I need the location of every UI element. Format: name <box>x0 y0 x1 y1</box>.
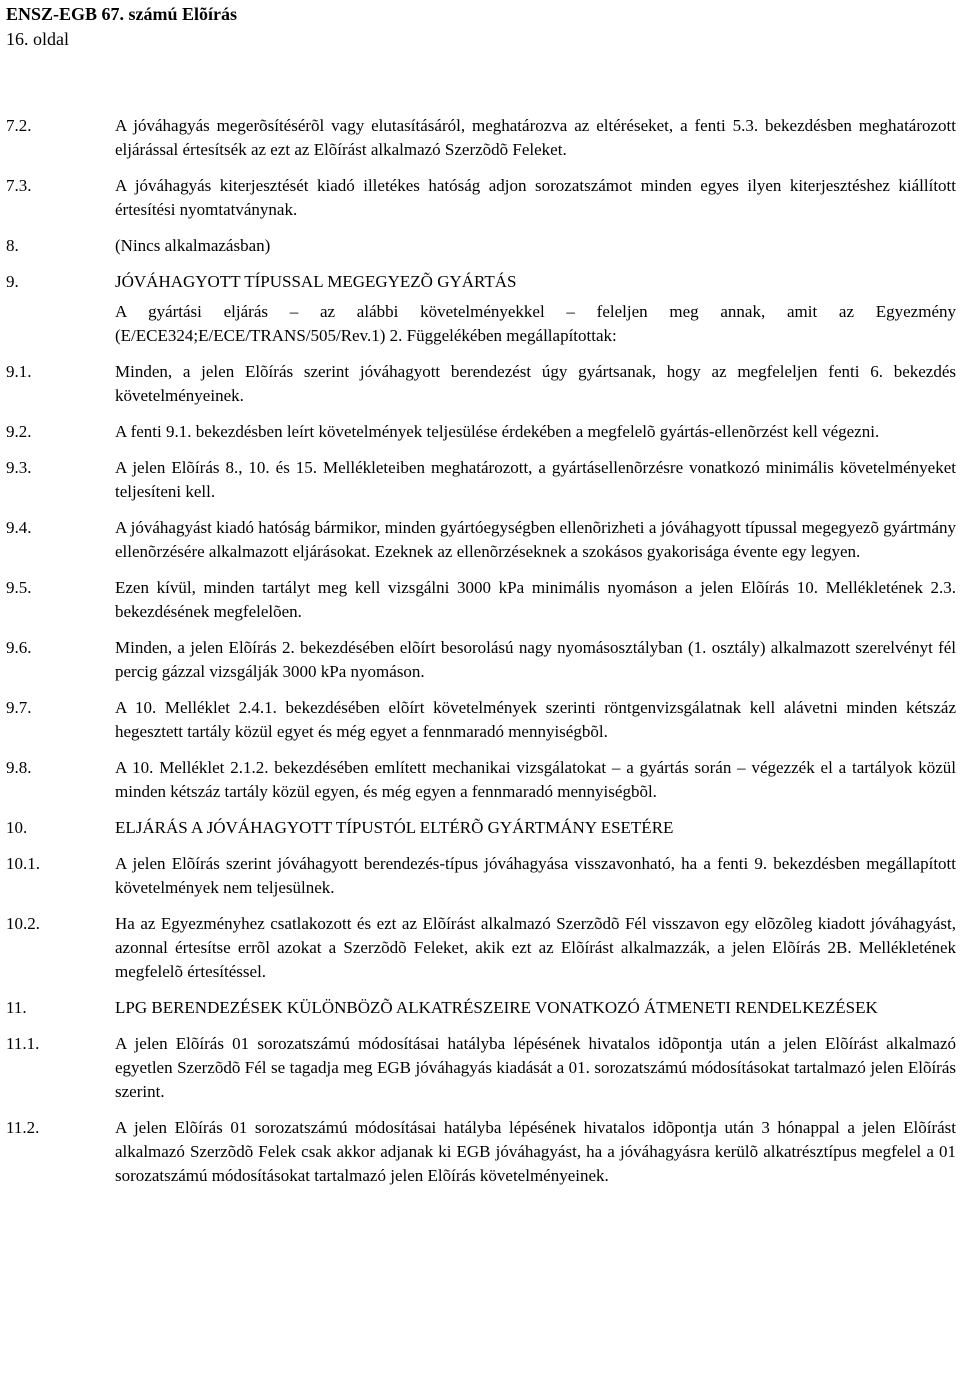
paragraph-9-7 <box>6 696 956 744</box>
paragraph-number: 9.1. <box>6 362 32 381</box>
paragraph-text: A jelen Elõírás 01 sorozatszámú módosításai hatályba lépésének hivatalos idõpontja után a jelen Elõírást alkalmazó egyetlen Szerzõdõ Fél se tagadja meg EGB jóváhagyás kiadását a 01. sorozatszámú módosításokat tartalmazó jelen Elõírás szerint. <box>115 1034 956 1101</box>
paragraph-9-1 <box>6 360 956 408</box>
section-heading: JÓVÁHAGYOTT TÍPUSSAL MEGEGYEZÕ GYÁRTÁS <box>115 272 517 291</box>
paragraph-number: 9.7. <box>6 698 32 717</box>
section-heading-11 <box>6 996 956 1020</box>
paragraph-number: 9.5. <box>6 578 32 597</box>
document-title: ENSZ-EGB 67. számú Elõírás <box>6 4 238 24</box>
paragraph-10-2 <box>6 912 956 984</box>
paragraph-8 <box>6 234 956 258</box>
paragraph-number: 10.2. <box>6 914 40 933</box>
paragraph-9-6 <box>6 636 956 684</box>
paragraph-text: Ezen kívül, minden tartályt meg kell vizsgálni 3000 kPa minimális nyomáson a jelen Elõírás 10. Mellékletének 2.3. bekezdésének megfelelõen. <box>115 578 956 621</box>
document-body <box>6 114 956 1200</box>
paragraph-text: A 10. Melléklet 2.4.1. bekezdésében elõírt követelmények szerinti röntgenvizsgálatnak kell alávetni minden kétszáz hegesztett tartály közül egyet és még egyet a fennmaradó mennyiségbõl. <box>115 698 956 741</box>
paragraph-number: 7.2. <box>6 116 32 135</box>
page-header <box>6 2 237 52</box>
paragraph-text: Minden, a jelen Elõírás 2. bekezdésében elõírt besorolású nagy nyomásosztályban (1. osztály) alkalmazott szerelvényt fél percig gázzal vizsgálják 3000 kPa nyomáson. <box>115 638 956 681</box>
paragraph-7-3 <box>6 174 956 222</box>
paragraph-text: A jelen Elõírás szerint jóváhagyott berendezés-típus jóváhagyása visszavonható, ha a fenti 9. bekezdésben megállapított követelmények nem teljesülnek. <box>115 854 956 897</box>
paragraph-number: 9.2. <box>6 422 32 441</box>
paragraph-9-3 <box>6 456 956 504</box>
section-heading: LPG BERENDEZÉSEK KÜLÖNBÖZÕ ALKATRÉSZEIRE VONATKOZÓ ÁTMENETI RENDELKEZÉSEK <box>115 998 878 1017</box>
paragraph-text: Minden, a jelen Elõírás szerint jóváhagyott berendezést úgy gyártsanak, hogy az megfeleljen fenti 6. bekezdés követelményeinek. <box>115 362 956 405</box>
paragraph-number: 7.3. <box>6 176 32 195</box>
paragraph-text: A jóváhagyást kiadó hatóság bármikor, minden gyártóegységben ellenõrizheti a jóváhagyott típussal megegyezõ gyártmány ellenõrzésére alkalmazott eljárásokat. Ezeknek az ellenõrzéseknek a szokásos gyakorisága évente egy legyen. <box>115 518 956 561</box>
paragraph-text: A jóváhagyás kiterjesztését kiadó illetékes hatóság adjon sorozatszámot minden egyes ilyen kiterjesztéshez kiállított értesítési nyomtatványnak. <box>115 176 956 219</box>
paragraph-text: A 10. Melléklet 2.1.2. bekezdésében említett mechanikai vizsgálatokat – a gyártás során – végezzék el a tartályok közül minden kétszáz tartály közül egyen, és még egyen a fennmaradó mennyiségbõl. <box>115 758 956 801</box>
paragraph-9-8 <box>6 756 956 804</box>
section-9-intro: A gyártási eljárás – az alábbi követelményekkel – feleljen meg annak, amit az Egyezmény (E/ECE324;E/ECE/TRANS/505/Rev.1) 2. Függelékében megállapítottak: <box>115 302 956 345</box>
paragraph-text: (Nincs alkalmazásban) <box>115 236 271 255</box>
paragraph-number: 11.1. <box>6 1034 40 1053</box>
section-heading-10 <box>6 816 956 840</box>
page-number: 16. oldal <box>6 29 69 49</box>
section-heading: ELJÁRÁS A JÓVÁHAGYOTT TÍPUSTÓL ELTÉRÕ GYÁRTMÁNY ESETÉRE <box>115 818 674 837</box>
paragraph-7-2 <box>6 114 956 162</box>
paragraph-10-1 <box>6 852 956 900</box>
paragraph-11-2 <box>6 1116 956 1188</box>
paragraph-9-4 <box>6 516 956 564</box>
paragraph-number: 9.6. <box>6 638 32 657</box>
paragraph-text: A jóváhagyás megerõsítésérõl vagy elutasításáról, meghatározva az eltéréseket, a fenti 5.3. bekezdésben meghatározott eljárással értesítsék az ezt az Elõírást alkalmazó Szerzõdõ Feleket. <box>115 116 956 159</box>
paragraph-9-2 <box>6 420 956 444</box>
section-number: 10. <box>6 818 28 837</box>
paragraph-number: 9.3. <box>6 458 32 477</box>
paragraph-text: A jelen Elõírás 8., 10. és 15. Mellékleteiben meghatározott, a gyártásellenõrzésre vonatkozó minimális követelményeket teljesíteni kell. <box>115 458 956 501</box>
paragraph-text: A jelen Elõírás 01 sorozatszámú módosításai hatályba lépésének hivatalos idõpontja után 3 hónappal a jelen Elõírást alkalmazó Szerzõdõ Felek csak akkor adjanak ki EGB jóváhagyást, ha a jóváhagyásra kerülõ alkatrésztípus megfelel a 01 sorozatszámú módosításokat tartalmazó jelen Elõírás követelményeinek. <box>115 1118 956 1185</box>
paragraph-number: 10.1. <box>6 854 40 873</box>
section-number: 11. <box>6 998 27 1017</box>
paragraph-9-5 <box>6 576 956 624</box>
section-heading-9 <box>6 270 956 294</box>
paragraph-text: A fenti 9.1. bekezdésben leírt követelmények teljesülése érdekében a megfelelõ gyártás-ellenõrzést kell végezni. <box>115 422 880 441</box>
paragraph-number: 9.8. <box>6 758 32 777</box>
paragraph-text: Ha az Egyezményhez csatlakozott és ezt az Elõírást alkalmazó Szerzõdõ Fél visszavon egy elõzõleg kiadott jóváhagyást, azonnal értesítse errõl azokat a Szerzõdõ Feleket, akik ezt az Elõírást alkalmazzák, a jelen Elõírás 2B. Mellékletének megfelelõ értesítéssel. <box>115 914 956 981</box>
paragraph-number: 9.4. <box>6 518 32 537</box>
paragraph-number: 8. <box>6 236 19 255</box>
paragraph-number: 11.2. <box>6 1118 40 1137</box>
paragraph-11-1 <box>6 1032 956 1104</box>
section-number: 9. <box>6 272 19 291</box>
